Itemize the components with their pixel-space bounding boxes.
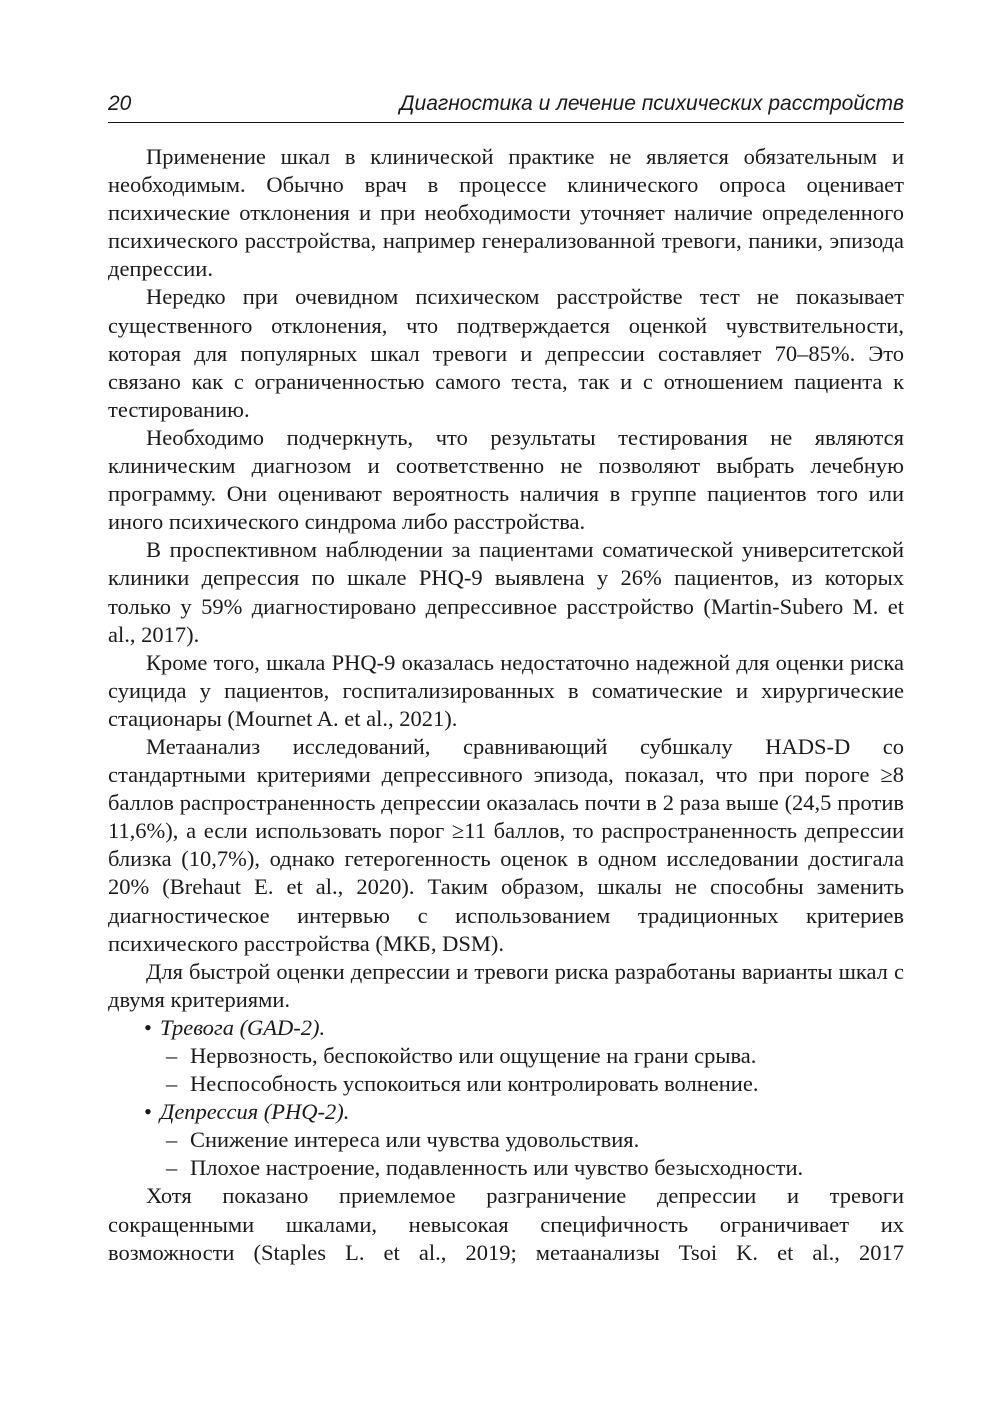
list-subitem	[108, 1042, 904, 1070]
criteria-list	[108, 1014, 904, 1183]
paragraph-two-item-scales: Для быстрой оценки депрессии и тревоги риска разработаны варианты шкал с двумя критериями.	[108, 958, 904, 1012]
book-page	[108, 0, 904, 1420]
bullet-icon: •	[144, 1014, 152, 1040]
list-item-label: Тревога (GAD-2).	[160, 1014, 326, 1040]
list-subitem	[108, 1154, 904, 1182]
paragraph-phq9-suicide: Кроме того, шкала PHQ-9 оказалась недостаточно надежной для оценки риска суицида у пациентов, госпитализированных в соматические и хирургические стационары (Mournet A. et al., 2021).	[108, 649, 904, 731]
list-subitem-text: Плохое настроение, подавленность или чувство безысходности.	[190, 1155, 804, 1181]
list-item-label: Депрессия (PHQ-2).	[160, 1099, 350, 1125]
list-item-anxiety	[108, 1014, 904, 1042]
bullet-icon: •	[144, 1099, 152, 1125]
running-title: Диагностика и лечение психических расстройств	[399, 92, 904, 115]
list-subitem-text: Неспособность успокоиться или контролировать волнение.	[190, 1071, 759, 1097]
dash-icon: –	[166, 1071, 178, 1097]
paragraph-phq9-study: В проспективном наблюдении за пациентами соматической университетской клиники депрессия по шкале PHQ-9 выявлена у 26% пациентов, из которых только у 59% диагностировано депрессивное расстройство (Martin-Subero M. et al., 2017).	[108, 537, 904, 647]
paragraph-specificity: Хотя показано приемлемое разграничение депрессии и тревоги сокращенными шкалами, невысокая специфичность ограничивает их возможности (Staples L. et al., 2019; метаанализы Tsoi K. et al., 2017	[108, 1183, 904, 1265]
list-subitem	[108, 1070, 904, 1098]
running-head	[108, 92, 904, 123]
dash-icon: –	[166, 1043, 178, 1068]
list-subitem	[108, 1126, 904, 1154]
list-subitem-text: Снижение интереса или чувства удовольствия.	[190, 1127, 640, 1153]
page-number: 20	[108, 92, 132, 115]
paragraph-hads-metaanalysis: Метаанализ исследований, сравнивающий субшкалу HADS-D со стандартными критериями депрессивного эпизода, показал, что при пороге ≥8 баллов распространенность депрессии оказалась почти в 2 раза выше (24,5 против 11,6%), а если использовать порог ≥11 баллов, то распространенность депрессии близка (10,7%), однако гетерогенность оценок в одном исследовании достигала 20% (Brehaut E. et al., 2020). Таким образом, шкалы не способны заменить диагностическое интервью с использованием традиционных критериев психического расстройства (МКБ, DSM).	[108, 733, 904, 956]
paragraph-not-diagnosis: Необходимо подчеркнуть, что результаты тестирования не являются клиническим диагнозом и соответственно не позволяют выбрать лечебную программу. Они оценивают вероятность наличия в группе пациентов того или иного психического синдрома либо расстройства.	[108, 424, 904, 535]
dash-icon: –	[166, 1127, 178, 1153]
dash-icon: –	[166, 1155, 178, 1181]
body-text	[108, 143, 904, 1267]
paragraph-scales-in-practice: Применение шкал в клинической практике не является обязательным и необходимым. Обычно врач в процессе клинического опроса оценивает психические отклонения и при необходимости уточняет наличие определенного психического расстройства, например генерализованной тревоги, паники, эпизода депрессии.	[108, 144, 904, 282]
list-item-depression	[108, 1098, 904, 1126]
list-subitem-text: Нервозность, беспокойство или ощущение на грани срыва.	[190, 1043, 757, 1068]
paragraph-sensitivity: Нередко при очевидном психическом расстройстве тест не показывает существенного отклонения, что подтверждается оценкой чувствительности, которая для популярных шкал тревоги и депрессии составляет 70–85%. Это связано как с ограниченностью самого теста, так и с отношением пациента к тестированию.	[108, 284, 904, 422]
